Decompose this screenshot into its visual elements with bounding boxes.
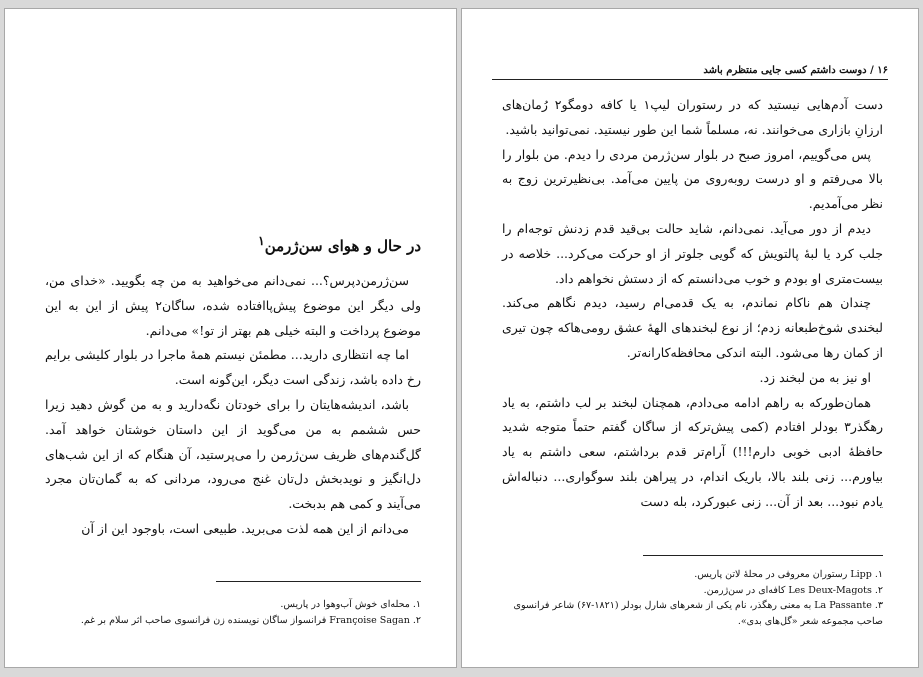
paragraph: سن‌ژرمن‌دپرس؟... نمی‌دانم می‌خواهید به من چه بگویید. «خدای من، ولی دیگر این موضوع پیش‌پاافتاده شده، ساگان۲ پیش از این به این موضوع پرداخت و البته خیلی هم بهتر از تو!» می‌دانم. — [45, 273, 421, 338]
right-page — [461, 8, 919, 668]
right-footnotes — [502, 567, 883, 629]
running-header: ۱۶ / دوست داشتم کسی جایی منتظرم باشد — [492, 65, 888, 80]
footnote-divider — [216, 581, 421, 582]
chapter-title-footnote-mark: ۱ — [257, 233, 265, 248]
left-body-text — [45, 269, 421, 542]
footnote-divider — [643, 555, 883, 556]
paragraph: دست آدم‌هایی نیستید که در رستوران لیپ۱ یا کافه دومگو۲ رُمان‌های ارزانِ بازاری می‌خوانند. نه، مسلماً شما این طور نیستید. نمی‌توانید باشید. — [502, 97, 883, 137]
paragraph: دیدم از دور می‌آید. نمی‌دانم، شاید حالت بی‌قید قدم زدنش توجه‌ام را جلب کرد یا لبهٔ پالتویش که گویی جلوتر از او حرکت می‌کرد... خلاصه در بیست‌متری او بودم و خوب می‌دانستم که از دستش نخواهم داد. — [502, 220, 883, 286]
chapter-title-text: در حال و هوای سن‌ژرمن — [264, 237, 421, 255]
left-page — [4, 8, 457, 668]
footnote: ۲. Les Deux-Magots کافه‌ای در سن‌ژرمن. — [703, 584, 883, 596]
paragraph: پس می‌گوییم، امروز صبح در بلوار سن‌ژرمن مردی را دیدم. من بلوار را بالا می‌رفتم و او درست روبه‌روی من پایین می‌آمد. بی‌نظیرترین زوج به نظر می‌آمدیم. — [502, 146, 883, 212]
footnote: ۳. La Passante به معنی رهگذر، نام یکی از شعرهای شارل بودلر (۱۸۲۱-۶۷) شاعر فرانسوی صاحب مجموعه شعر «گل‌های بدی». — [513, 600, 883, 627]
footnote: ۱. محله‌ای خوش آب‌وهوا در پاریس. — [280, 599, 421, 610]
left-footnotes — [45, 597, 421, 628]
paragraph: می‌دانم از این همه لذت می‌برید. طبیعی است، باوجود این از آن — [81, 520, 409, 536]
chapter-title — [65, 233, 421, 255]
paragraph: او نیز به من لبخند زد. — [759, 369, 871, 385]
paragraph: اما چه انتظاری دارید... مطمئن نیستم همهٔ ماجرا در بلوار کلیشی برایم رخ داده باشد، زندگی است دیگر، این‌گونه است. — [45, 347, 421, 388]
paragraph: چندان هم ناکام نماندم، به یک قدمی‌ام رسید، دیدم نگاهم می‌کند. لبخندی شوخ‌طبعانه زدم؛ از نوع لبخندهای الههٔ عشق رومی‌هاکه چون تیری از کمان رها می‌شود. البته اندکی محافظه‌کارانه‌تر. — [502, 295, 883, 360]
footnote: ۲. Françoise Sagan فرانسواز ساگان نویسنده زن فرانسوی صاحب اثر سلام بر غم. — [80, 614, 421, 626]
right-body-text — [502, 93, 883, 515]
paragraph: همان‌طورکه به راهم ادامه می‌دادم، همچنان لبخند بر لب داشتم، به یاد رهگذر۳ بودلر افتادم (کمی پیش‌ترکه از ساگان گفتم حتماً متوجه شدید حافظهٔ ادبی خوبی دارم!!!) آرام‌تر قدم برداشتم، سعی داشتم به یاد بیاورم... زنی بلند بالا، باریک اندام، در پیراهن بلند سوگواری... دنباله‌اش یادم نبود... بعد از آن... زنی عبورکرد، بله دست — [502, 394, 883, 509]
paragraph: باشد، اندیشه‌هایتان را برای خودتان نگه‌دارید و به من گوش دهید زیرا حس ششمم به من می‌گوید از این داستان خوشتان خواهد آمد. گل‌گندم‌های ظریف سن‌ژرمن را می‌پرستید، آن هنگام که از این شب‌های دل‌انگیز و نویدبخش دل‌تان غنج می‌رود، مردانی که به گمان‌تان مجرد می‌آیند و کمی هم بدبخت. — [45, 396, 421, 512]
footnote: ۱. Lipp رستوران معروفی در محلهٔ لاتن پاریس. — [694, 569, 883, 580]
